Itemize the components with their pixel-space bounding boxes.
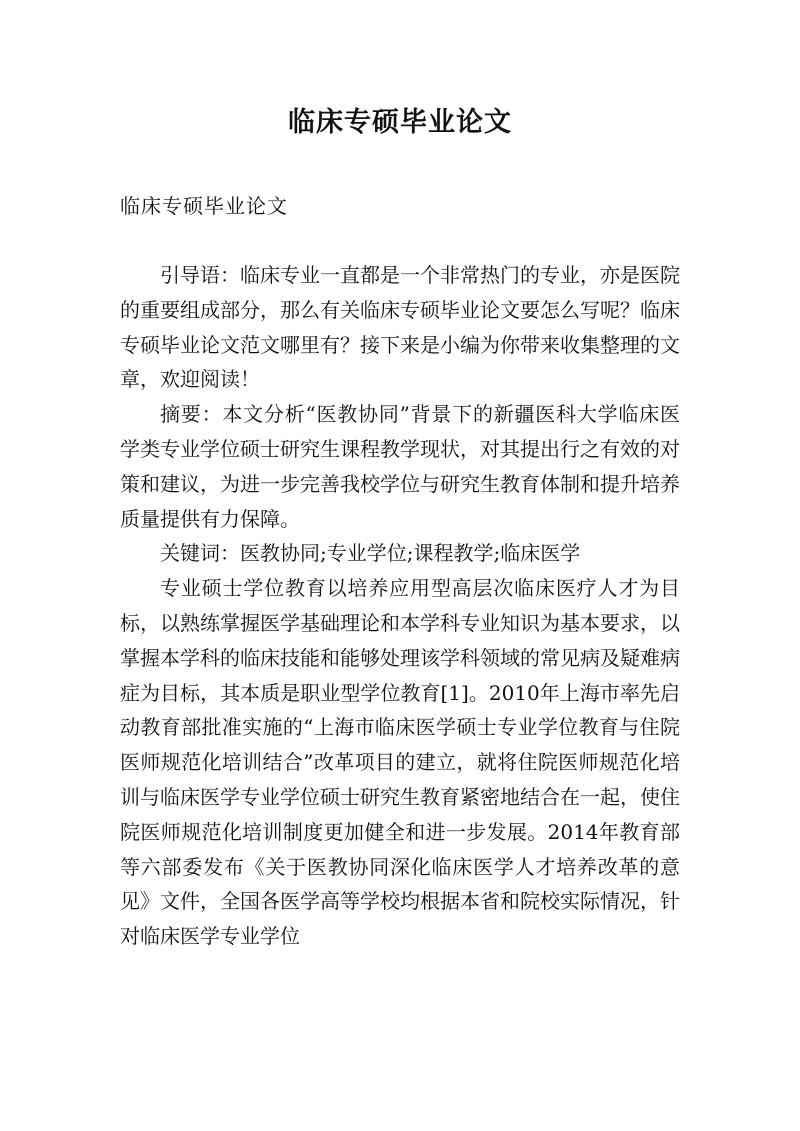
keywords-paragraph: 关键词：医教协同;专业学位;课程教学;临床医学 [160,541,581,566]
intro-paragraph: 引导语：临床专业一直都是一个非常热门的专业，亦是医院的重要组成部分，那么有关临床专硕毕业论文要怎么写呢？临床专硕毕业论文范文哪里有？接下来是小编为你带来收集整理的文章，欢迎阅读！ [120,263,680,392]
document-body [120,258,680,954]
document-title: 临床专硕毕业论文 [288,107,512,138]
body-paragraph: 专业硕士学位教育以培养应用型高层次临床医疗人才为目标，以熟练掌握医学基础理论和本学科专业知识为基本要求，以掌握本学科的临床技能和能够处理该学科领域的常见病及疑难病症为目标，其本质是职业型学位教育[1]。2010年上海市率先启动教育部批准实施的“上海市临床医学硕士专业学位教育与住院医师规范化培训结合”改革项目的建立，就将住院医师规范化培训与临床医学专业学位硕士研究生教育紧密地结合在一起，使住院医师规范化培训制度更加健全和进一步发展。2014年教育部等六部委发布《关于医教协同深化临床医学人才培养改革的意见》文件，全国各医学高等学校均根据本省和院校实际情况，针对临床医学专业学位 [120,576,680,949]
abstract-paragraph: 摘要：本文分析“医教协同”背景下的新疆医科大学临床医学类专业学位硕士研究生课程教学现状，对其提出行之有效的对策和建议，为进一步完善我校学位与研究生教育体制和提升培养质量提供有力保障。 [120,402,680,531]
document-subtitle: 临床专硕毕业论文 [120,194,288,218]
